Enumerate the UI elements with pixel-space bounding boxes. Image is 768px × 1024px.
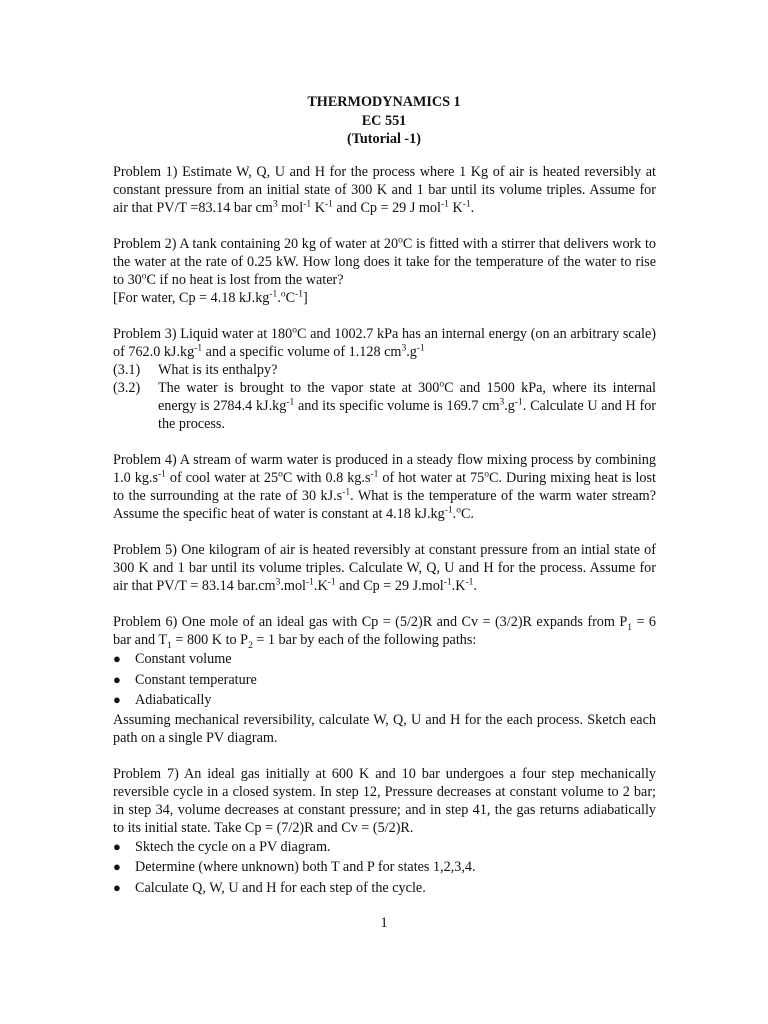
problem-6: Problem 6) One mole of an ideal gas with Cp = (5/2)R and Cv = (3/2)R expands from $P_1 = 6$ bar and $T_1 = 800$ K to $P_2 = 1$ bar by each of the following paths: <box>113 614 656 651</box>
list-item: ● Determine (where unknown) both T and P for states 1,2,3,4. <box>113 857 656 878</box>
part-number: (3.2) <box>113 380 141 396</box>
problem-4: Problem 4) A stream of warm water is produced in a steady flow mixing process by combining 1.0 $kg.s^{-1}$ of cool water at 25$^o$C with 0.8 $kg.s^{-1}$ of hot water at 75$^o$C. During mixing heat is lost to the surrounding at the rate of 30 $kJ.s^{-1}$. What is the temperature of the warm water stream? Assume the specific heat of water is constant at 4.18 $kJ.kg^{-1}.^oC$. <box>113 452 656 522</box>
list-item: ● Constant volume <box>113 649 656 670</box>
bullet-icon: ● <box>113 859 121 874</box>
list-item: ● Sktech the cycle on a PV diagram. <box>113 837 656 858</box>
list-item: ● Adiabatically <box>113 690 656 711</box>
problem-6-closing: Assuming mechanical reversibility, calculate W, Q, U and H for the each process. Sketch each path on a single PV diagram. <box>113 711 656 746</box>
problem-3: Problem 3) Liquid water at 180$^o$C and 1002.7 kPa has an internal energy (on an arbitrary scale) of 762.0 $kJ.kg^{-1}$ and a specific volume of 1.128 $cm^3.g^{-1}$ <box>113 325 656 360</box>
problem-1: Problem 1) Estimate W, Q, U and H for the process where 1 Kg of air is heated reversibly at constant pressure from an initial state of 300 K and 1 bar until its volume triples. Assume for air that PV/T =83.14 bar $cm^3$ mol$^{-1}$ $K^{-1}$ and Cp = 29 J mol$^{-1}$ $K^{-1}$. <box>113 164 656 216</box>
problem-5: Problem 5) One kilogram of air is heated reversibly at constant pressure from an intial state of 300 K and 1 bar until its volume triples. Calculate W, Q, U and H for the process. Assume for air that PV/T = 83.14 $bar.cm^3.mol^{-1}.K^{-1}$ and Cp = 29 $J.mol^{-1}.K^{-1}$. <box>113 542 656 594</box>
problem-2-water-data: [For water, Cp = 4.18 $kJ.kg^{-1}.^oC^{-1}$] <box>113 289 308 306</box>
bullet-icon: ● <box>113 671 121 687</box>
part-text: What is its enthalpy? <box>158 362 278 378</box>
bullet-icon: ● <box>113 879 121 895</box>
document-header <box>0 93 768 149</box>
problem-2: Problem 2) A tank containing 20 kg of water at 20$^o$C is fitted with a stirrer that delivers work to the water at the rate of 0.25 kW. How long does it take for the temperature of the water to rise to 30$^o$C if no heat is lost from the water? <box>113 235 657 288</box>
course-title: THERMODYNAMICS 1 <box>307 94 461 110</box>
problem-3-part-2 <box>113 379 656 433</box>
tutorial-label: (Tutorial -1) <box>347 131 421 147</box>
problem-7-tasks-list <box>113 837 656 899</box>
list-item: ● Constant temperature <box>113 670 656 691</box>
problem-7: Problem 7) An ideal gas initially at 600 K and 10 bar undergoes a four step mechanically reversible cycle in a closed system. In step 12, Pressure decreases at constant volume to 2 bar; in step 34, volume decreases at constant pressure; and in step 41, the gas returns adiabatically to its initial state. Take Cp = (7/2)R and Cv = (5/2)R. <box>113 765 656 836</box>
list-item: ● Calculate Q, W, U and H for each step of the cycle. <box>113 878 656 899</box>
bullet-icon: ● <box>113 838 121 854</box>
page-number: 1 <box>380 915 388 931</box>
part-number: (3.1) <box>113 362 141 378</box>
problems-body <box>113 163 656 898</box>
course-code: EC 551 <box>361 112 407 129</box>
problem-3-part-1 <box>113 361 656 379</box>
bullet-icon: ● <box>113 651 121 666</box>
bullet-icon: ● <box>113 692 121 707</box>
problem-6-paths-list <box>113 649 656 711</box>
part-text: The water is brought to the vapor state at 300$^o$C and 1500 kPa, where its internal energy is 2784.4 $kJ.kg^{-1}$ and its specific volume is 169.7 $cm^3.g^{-1}$. Calculate U and H for the process. <box>158 379 657 432</box>
